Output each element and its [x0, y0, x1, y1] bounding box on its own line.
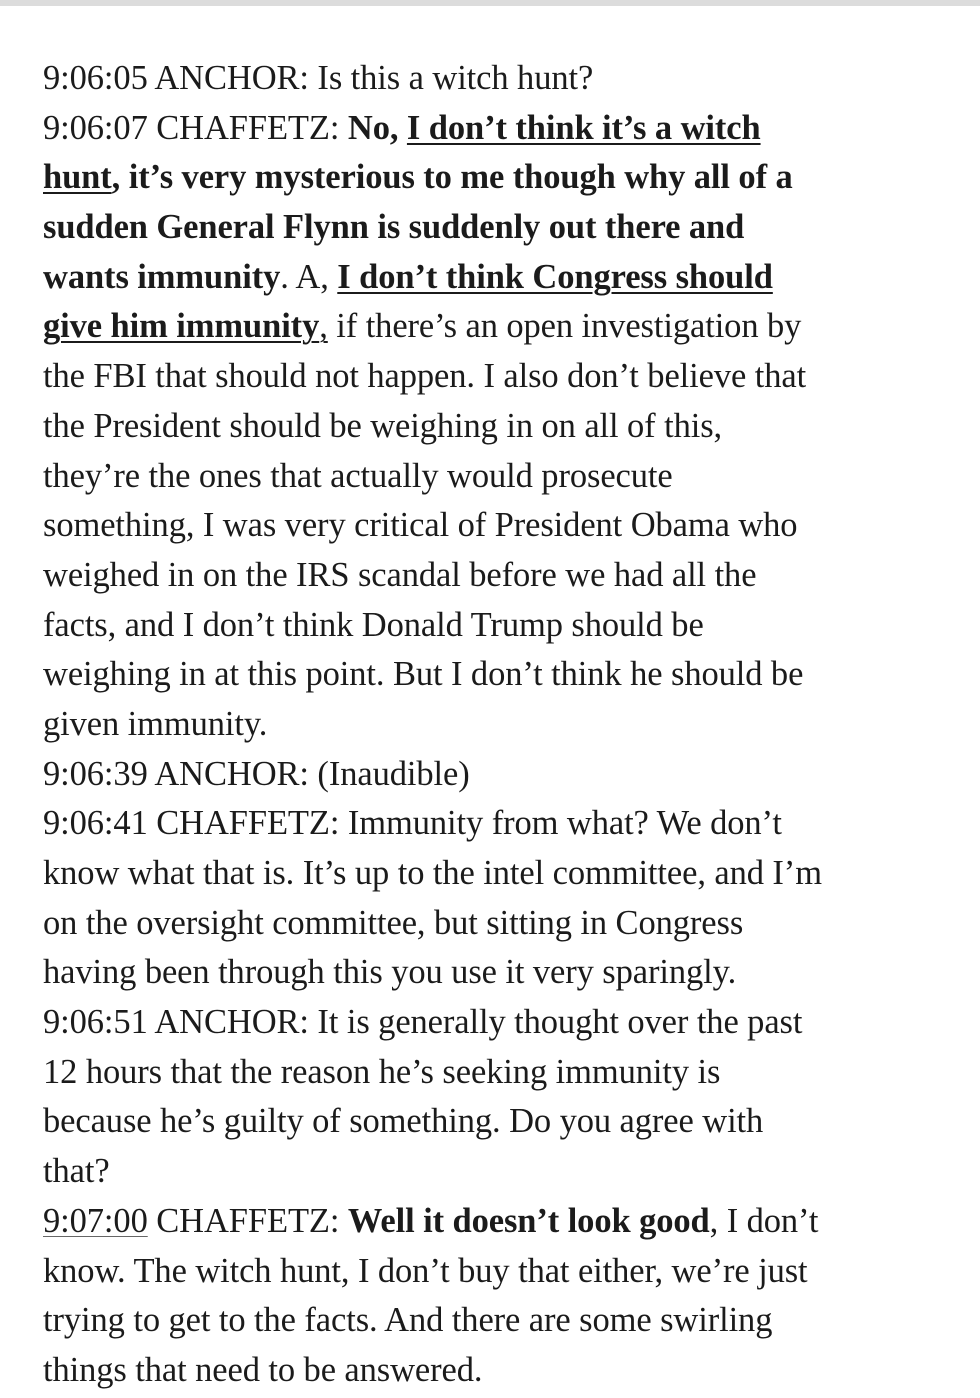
- transcript-segment: wants immunity: [43, 257, 281, 296]
- transcript-segment: on the oversight committee, but sitting in Congress: [43, 903, 744, 942]
- transcript-line: [43, 402, 948, 452]
- transcript-segment: know what that is. It’s up to the intel committee, and I’m: [43, 854, 822, 892]
- transcript-line: [43, 750, 948, 800]
- transcript-line: [43, 601, 948, 651]
- transcript-segment: the President should be weighing in on all of this,: [43, 406, 723, 445]
- transcript-segment: if there’s an open investigation by: [327, 307, 802, 346]
- transcript-segment: facts, and I don’t think Donald Trump should be: [43, 605, 704, 644]
- transcript-segment: 12 hours that the reason he’s seeking immunity is: [43, 1052, 721, 1091]
- transcript-line: [43, 650, 948, 700]
- transcript-line: [43, 948, 948, 998]
- transcript-line: [43, 899, 948, 949]
- transcript-line: [43, 203, 948, 253]
- transcript-segment: given immunity.: [43, 704, 268, 743]
- transcript-line: [43, 799, 948, 849]
- transcript-segment: I don’t think it’s a witch: [406, 108, 761, 147]
- transcript-segment: 9:06:07 CHAFFETZ:: [43, 108, 348, 147]
- transcript-segment: trying to get to the facts. And there are some swirling: [43, 1301, 773, 1340]
- transcript-line: [43, 501, 948, 551]
- transcript-line: [43, 700, 948, 750]
- transcript-segment: the FBI that should not happen. I also don’t believe that: [43, 357, 807, 396]
- transcript-segment: , it’s very mysterious to me though why all of a: [111, 158, 793, 197]
- transcript-segment: weighing in at this point. But I don’t think he should be: [43, 655, 804, 694]
- transcript-segment: 9:06:39 ANCHOR: (Inaudible): [43, 754, 470, 793]
- transcript-line: [43, 153, 948, 203]
- transcript-line: [43, 352, 948, 402]
- transcript-segment: they’re the ones that actually would prosecute: [43, 456, 673, 495]
- transcript-segment: that?: [43, 1152, 110, 1191]
- transcript-line: [43, 302, 948, 352]
- transcript-segment: ,: [319, 307, 328, 346]
- transcript-line: [43, 1147, 948, 1197]
- transcript-line: [43, 1097, 948, 1147]
- transcript-line: [43, 452, 948, 502]
- transcript-line: [43, 54, 948, 104]
- transcript-segment: CHAFFETZ:: [147, 1201, 348, 1240]
- transcript-text: [43, 54, 948, 1396]
- transcript-segment: 9:06:51 ANCHOR: It is generally thought over the past: [43, 1003, 803, 1042]
- transcript-segment: 9:06:41 CHAFFETZ: Immunity from what? We don’t: [43, 804, 782, 843]
- transcript-line: [43, 104, 948, 154]
- transcript-line: [43, 1247, 948, 1297]
- transcript-line: [43, 1048, 948, 1098]
- transcript-segment: Well it doesn’t look good: [347, 1201, 710, 1240]
- transcript-segment: weighed in on the IRS scandal before we had all the: [43, 555, 757, 594]
- transcript-segment: I don’t think Congress should: [337, 257, 773, 296]
- transcript-segment: having been through this you use it very sparingly.: [43, 953, 737, 992]
- transcript-segment: something, I was very critical of President Obama who: [43, 506, 798, 545]
- transcript-line: [43, 998, 948, 1048]
- transcript-segment: No,: [347, 108, 407, 147]
- transcript-segment: , I don’t: [709, 1201, 819, 1240]
- transcript-line: [43, 253, 948, 303]
- transcript-line: [43, 849, 948, 899]
- transcript-segment: know. The witch hunt, I don’t buy that either, we’re just: [43, 1251, 808, 1290]
- transcript-segment: because he’s guilty of something. Do you agree with: [43, 1102, 764, 1141]
- transcript-segment: 9:06:05 ANCHOR: Is this a witch hunt?: [43, 59, 594, 97]
- transcript-segment: . A,: [280, 257, 338, 296]
- transcript-segment: hunt: [43, 158, 112, 197]
- transcript-line: [43, 1296, 948, 1346]
- transcript-line: [43, 551, 948, 601]
- transcript-segment: sudden General Flynn is suddenly out there and: [43, 208, 745, 247]
- transcript-line: [43, 1346, 948, 1396]
- transcript-line: [43, 1197, 948, 1247]
- transcript-segment: give him immunity: [43, 307, 320, 346]
- transcript-segment: things that need to be answered.: [43, 1350, 483, 1389]
- timestamp: 9:07:00: [43, 1201, 148, 1240]
